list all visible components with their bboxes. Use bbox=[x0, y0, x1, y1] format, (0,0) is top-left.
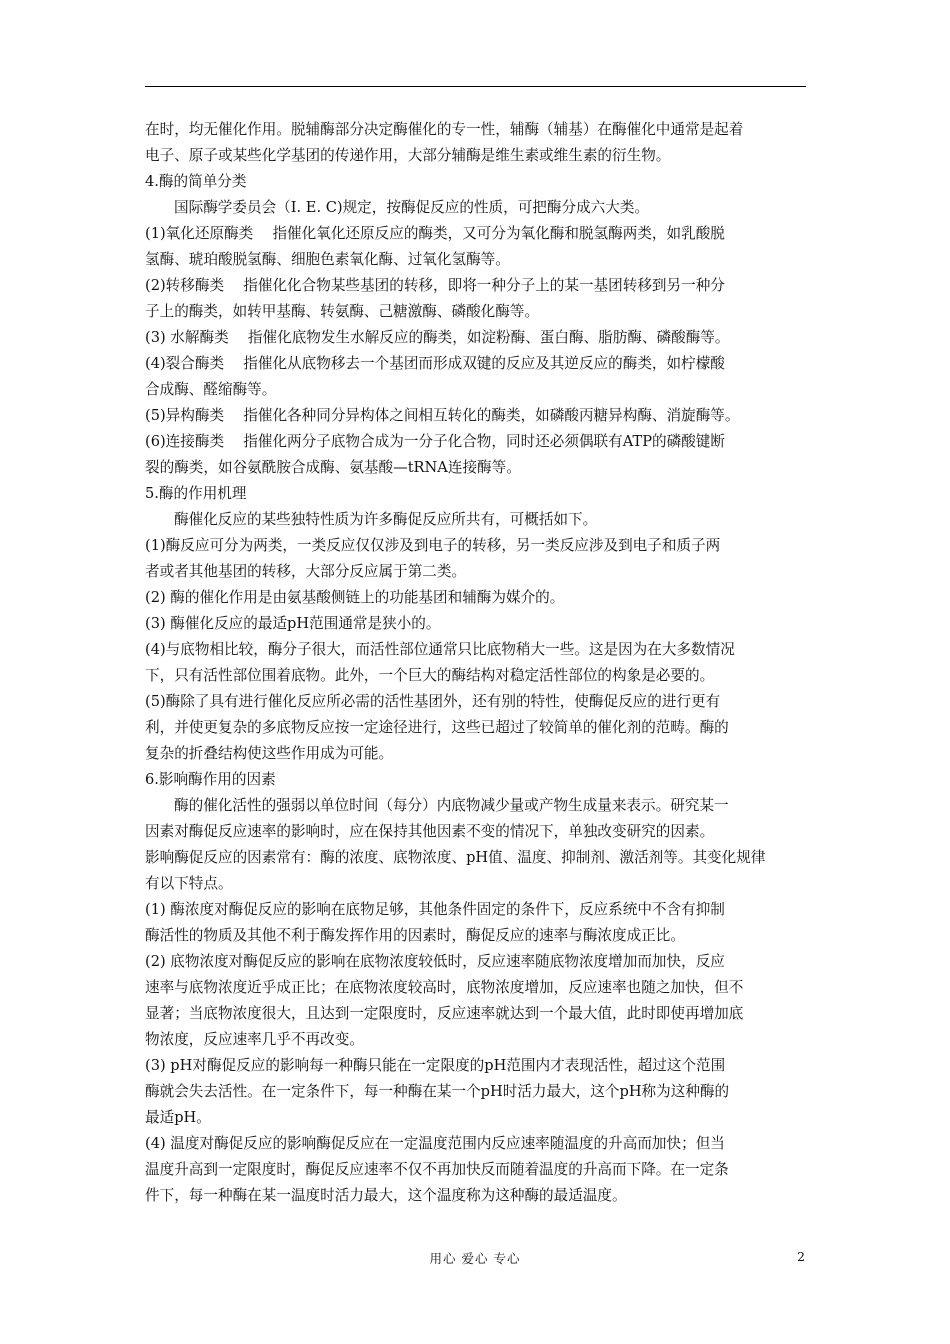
text-line: 最适pH。 bbox=[145, 1109, 211, 1126]
text-line: (3) 酶催化反应的最适pH范围通常是狭小的。 bbox=[145, 615, 441, 632]
text-line: 利，并使更复杂的多底物反应按一定途径进行，这些已超过了较简单的催化剂的范畴。酶的 bbox=[145, 719, 729, 736]
text-line: 5.酶的作用机理 bbox=[145, 485, 247, 502]
text-line: 4.酶的简单分类 bbox=[145, 173, 247, 190]
text-line: (2) 酶的催化作用是由氨基酸侧链上的功能基团和辅酶为媒介的。 bbox=[145, 589, 565, 606]
text-line: (4) 温度对酶促反应的影响酶促反应在一定温度范围内反应速率随温度的升高而加快；但当 bbox=[145, 1135, 725, 1152]
text-line: (6)连接酶类 指催化两分子底物合成为一分子化合物，同时还必须偶联有ATP的磷酸键断 bbox=[145, 433, 725, 450]
text-line: 在时，均无催化作用。脱辅酶部分决定酶催化的专一性，辅酶（辅基）在酶催化中通常是起着 bbox=[145, 121, 744, 138]
text-line: 物浓度，反应速率几乎不再改变。 bbox=[145, 1031, 364, 1048]
text-line: 者或者其他基团的转移，大部分反应属于第二类。 bbox=[145, 563, 467, 580]
text-line: 件下，每一种酶在某一温度时活力最大，这个温度称为这种酶的最适温度。 bbox=[145, 1187, 627, 1204]
text-line: 速率与底物浓度近乎成正比；在底物浓度较高时，底物浓度增加，反应速率也随之加快，但不 bbox=[145, 979, 744, 996]
text-line: (2) 底物浓度对酶促反应的影响在底物浓度较低时，反应速率随底物浓度增加而加快，反应 bbox=[145, 953, 725, 970]
text-line: 显著；当底物浓度很大，且达到一定限度时，反应速率就达到一个最大值，此时即使再增加底 bbox=[145, 1005, 744, 1022]
text-line: 有以下特点。 bbox=[145, 875, 233, 892]
text-line: (1) 酶浓度对酶促反应的影响在底物足够，其他条件固定的条件下，反应系统中不含有抑制 bbox=[145, 901, 725, 918]
text-line: 影响酶促反应的因素常有：酶的浓度、底物浓度、pH值、温度、抑制剂、激活剂等。其变化规律 bbox=[145, 849, 766, 866]
text-line: 酶就会失去活性。在一定条件下，每一种酶在某一个pH时活力最大，这个pH称为这种酶的 bbox=[145, 1083, 730, 1100]
text-line: 酶的催化活性的强弱以单位时间（每分）内底物减少量或产物生成量来表示。研究某一 bbox=[174, 797, 729, 814]
text-line: (5)异构酶类 指催化各种同分异构体之间相互转化的酶类，如磷酸丙糖异构酶、消旋酶等。 bbox=[145, 407, 740, 424]
text-line: 酶活性的物质及其他不利于酶发挥作用的因素时，酶促反应的速率与酶浓度成正比。 bbox=[145, 927, 685, 944]
text-line: (2)转移酶类 指催化化合物某些基团的转移，即将一种分子上的某一基团转移到另一种分 bbox=[145, 277, 725, 294]
text-line: 复杂的折叠结构使这些作用成为可能。 bbox=[145, 745, 394, 762]
text-line: (1)氧化还原酶类 指催化氧化还原反应的酶类，又可分为氧化酶和脱氢酶两类，如乳酸脱 bbox=[145, 225, 725, 242]
text-line: 国际酶学委员会（I. E. C)规定，按酶促反应的性质，可把酶分成六大类。 bbox=[174, 199, 650, 216]
text-line: 电子、原子或某些化学基团的传递作用，大部分辅酶是维生素或维生素的衍生物。 bbox=[145, 147, 671, 164]
text-line: 合成酶、醛缩酶等。 bbox=[145, 381, 277, 398]
text-line: (3) pH对酶促反应的影响每一种酶只能在一定限度的pH范围内才表现活性，超过这个范围 bbox=[145, 1057, 726, 1074]
text-line: (1)酶反应可分为两类，一类反应仅仅涉及到电子的转移，另一类反应涉及到电子和质子两 bbox=[145, 537, 721, 554]
text-line: (3) 水解酶类 指催化底物发生水解反应的酶类，如淀粉酶、蛋白酶、脂肪酶、磷酸酶等。 bbox=[145, 329, 730, 346]
text-line: 氢酶、琥珀酸脱氢酶、细胞色素氧化酶、过氧化氢酶等。 bbox=[145, 251, 510, 268]
document-body bbox=[145, 117, 807, 1209]
header-rule bbox=[145, 86, 806, 87]
text-line: 6.影响酶作用的因素 bbox=[145, 771, 276, 788]
footer-slogan: 用心 爱心 专心 bbox=[429, 1251, 521, 1266]
page-number: 2 bbox=[797, 1249, 805, 1264]
text-line: 裂的酶类，如谷氨酰胺合成酶、氨基酸—tRNA连接酶等。 bbox=[145, 459, 521, 476]
text-line: (5)酶除了具有进行催化反应所必需的活性基团外，还有别的特性，使酶促反应的进行更有 bbox=[145, 693, 721, 710]
text-line: 因素对酶促反应速率的影响时，应在保持其他因素不变的情况下，单独改变研究的因素。 bbox=[145, 823, 715, 840]
text-line: 子上的酶类，如转甲基酶、转氨酶、己糖激酶、磷酸化酶等。 bbox=[145, 303, 540, 320]
text-line: (4)与底物相比较，酶分子很大，而活性部位通常只比底物稍大一些。这是因为在大多数情况 bbox=[145, 641, 735, 658]
text-line: 酶催化反应的某些独特性质为许多酶促反应所共有，可概括如下。 bbox=[174, 511, 598, 528]
text-line: 温度升高到一定限度时，酶促反应速率不仅不再加快反而随着温度的升高而下降。在一定条 bbox=[145, 1161, 729, 1178]
text-line: 下，只有活性部位围着底物。此外，一个巨大的酶结构对稳定活性部位的构象是必要的。 bbox=[145, 667, 715, 684]
text-line: (4)裂合酶类 指催化从底物移去一个基团而形成双键的反应及其逆反应的酶类，如柠檬酸 bbox=[145, 355, 725, 372]
